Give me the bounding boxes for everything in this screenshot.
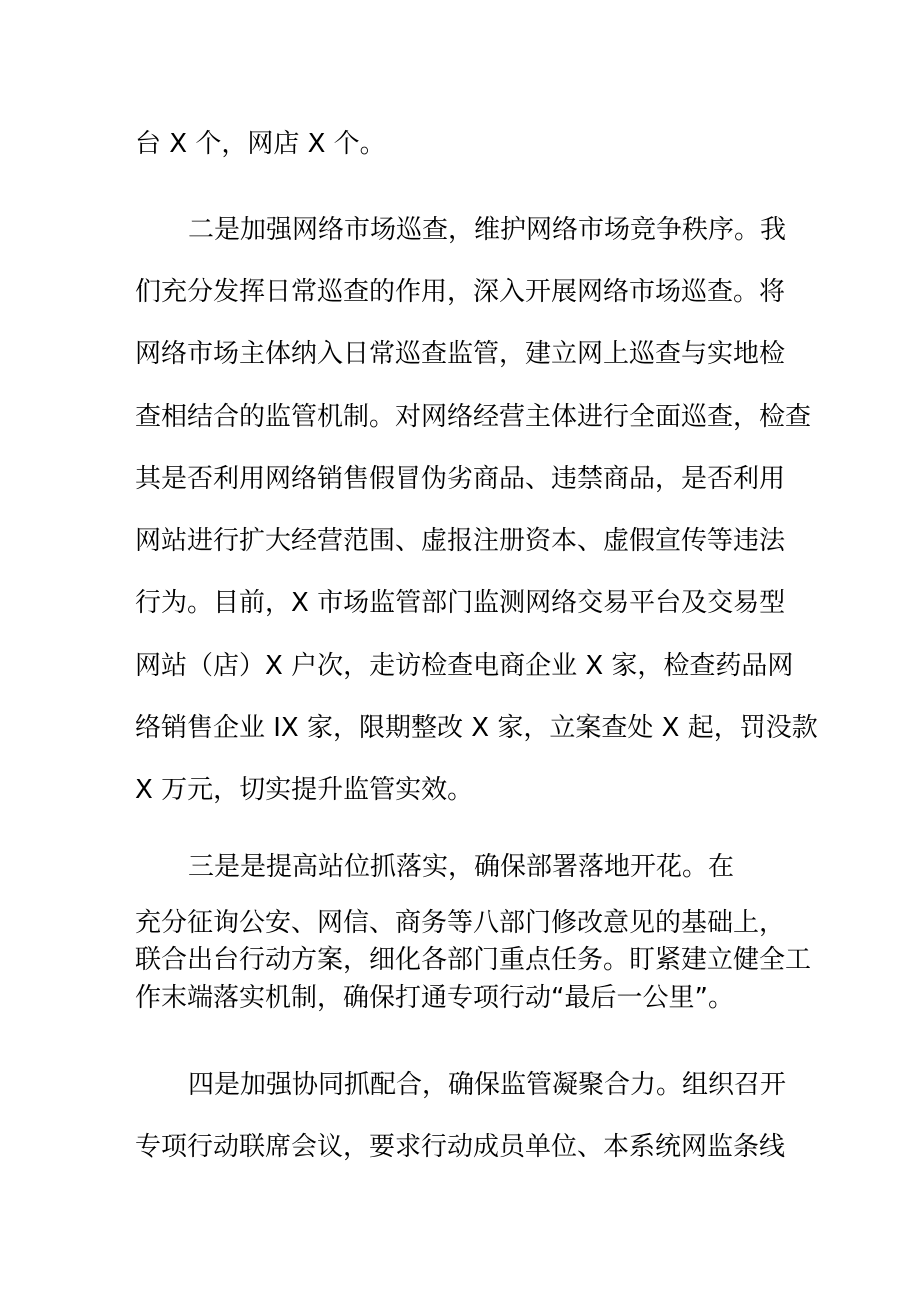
text-line: 网站进行扩大经营范围、虚报注册资本、虚假宣传等违法 — [135, 526, 786, 556]
text-line: 充分征询公安、网信、商务等八部门修改意见的基础上， — [135, 908, 786, 938]
text-line: 络销售企业 IX 家，限期整改 X 家，立案查处 X 起，罚没款 — [135, 713, 818, 743]
text-line: 专项行动联席会议，要求行动成员单位、本系统网监条线 — [135, 1132, 786, 1162]
text-line: 网络市场主体纳入日常巡查监管，建立网上巡查与实地检 — [135, 339, 786, 369]
text-line: 联合出台行动方案，细化各部门重点任务。盯紧建立健全工 — [135, 945, 812, 975]
text-line: 们充分发挥日常巡查的作用，深入开展网络市场巡查。将 — [135, 277, 786, 307]
paragraph-3-first-line: 三是是提高站位抓落实，确保部署落地开花。在 — [188, 852, 735, 882]
paragraph-2-first-line: 二是加强网络市场巡查，维护网络市场竞争秩序。我 — [188, 215, 787, 245]
text-line: 查相结合的监管机制。对网络经营主体进行全面巡查，检查 — [135, 402, 812, 432]
text-line: X 万元，切实提升监管实效。 — [135, 775, 474, 805]
text-line: 其是否利用网络销售假冒伪劣商品、违禁商品，是否利用 — [135, 464, 786, 494]
text-line: 行为。目前，X 市场监管部门监测网络交易平台及交易型 — [135, 588, 786, 618]
text-line: 网站（店）X 户次，走访检查电商企业 X 家，检查药品网 — [135, 651, 794, 681]
text-line: 台 X 个，网店 X 个。 — [135, 129, 386, 159]
paragraph-4-first-line: 四是加强协同抓配合，确保监管凝聚合力。组织召开 — [188, 1070, 787, 1100]
text-line: 作末端落实机制，确保打通专项行动“最后一公里”。 — [135, 983, 734, 1013]
